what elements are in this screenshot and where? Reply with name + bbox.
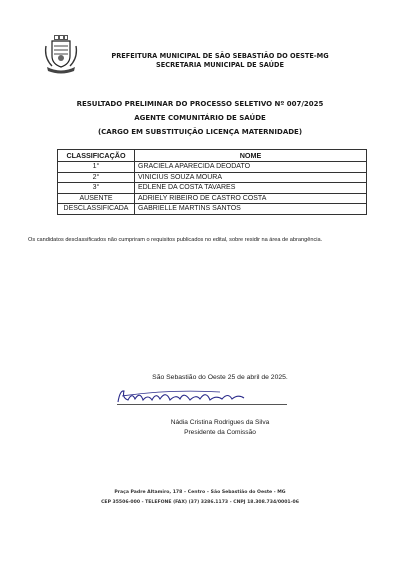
name-cell: VINICIUS SOUZA MOURA: [135, 172, 367, 183]
table-row: [58, 183, 367, 194]
column-header-name: NOME: [135, 150, 367, 162]
signatory-role: Presidente da Comissão: [184, 429, 256, 436]
institution-header: [100, 52, 340, 70]
classification-cell: 3°: [58, 183, 135, 194]
name-cell: GABRIELLE MARTINS SANTOS: [135, 204, 367, 215]
name-cell: ADRIELY RIBEIRO DE CASTRO COSTA: [135, 193, 367, 204]
title-line-3: (CARGO EM SUBSTITUIÇÃO LICENÇA MATERNIDADE): [97, 128, 303, 136]
signatory-name: Nádia Cristina Rodrigues da Silva: [170, 419, 270, 426]
title-line-2: AGENTE COMUNITÁRIO DE SAÚDE: [134, 114, 266, 122]
classification-cell: AUSENTE: [58, 193, 135, 204]
signatory-block: [100, 418, 340, 438]
header-line-1: PREFEITURA MUNICIPAL DE SÃO SEBASTIÃO DO OESTE-MG: [111, 52, 329, 60]
classification-cell: 1°: [58, 162, 135, 173]
classification-cell: DESCLASSIFICADA: [58, 204, 135, 215]
table-row: [58, 172, 367, 183]
name-cell: GRACIELA APARECIDA DEODATO: [135, 162, 367, 173]
table-row: [58, 162, 367, 173]
document-title: [40, 97, 360, 139]
coat-of-arms-icon: [44, 34, 78, 74]
table-row: [58, 204, 367, 215]
title-line-1: RESULTADO PRELIMINAR DO PROCESSO SELETIVO Nº 007/2025: [76, 100, 324, 108]
address-footer: [60, 488, 340, 508]
table-header-row: [58, 150, 367, 162]
table-row: [58, 193, 367, 204]
disqualification-note: Os candidatos desclassificados não cumpriram o requisitos publicados no edital, sobre residir na área de abrangência.: [28, 237, 323, 243]
footer-line-2: CEP 35506-000 - TELEFONE (FAX) (37) 3286.1173 - CNPJ 18.308.734/0001-06: [101, 500, 299, 505]
header-line-2: SECRETARIA MUNICIPAL DE SAÚDE: [156, 61, 284, 69]
signature-line: [117, 404, 287, 405]
classification-cell: 2°: [58, 172, 135, 183]
column-header-classification: CLASSIFICAÇÃO: [58, 150, 135, 162]
results-table: [57, 149, 367, 215]
name-cell: EDLENE DA COSTA TAVARES: [135, 183, 367, 194]
date-line: São Sebastião do Oeste 25 de abril de 2025.: [152, 374, 288, 381]
footer-line-1: Praça Padre Altamiro, 178 – Centro – São Sebastião do Oeste - MG: [114, 490, 286, 495]
